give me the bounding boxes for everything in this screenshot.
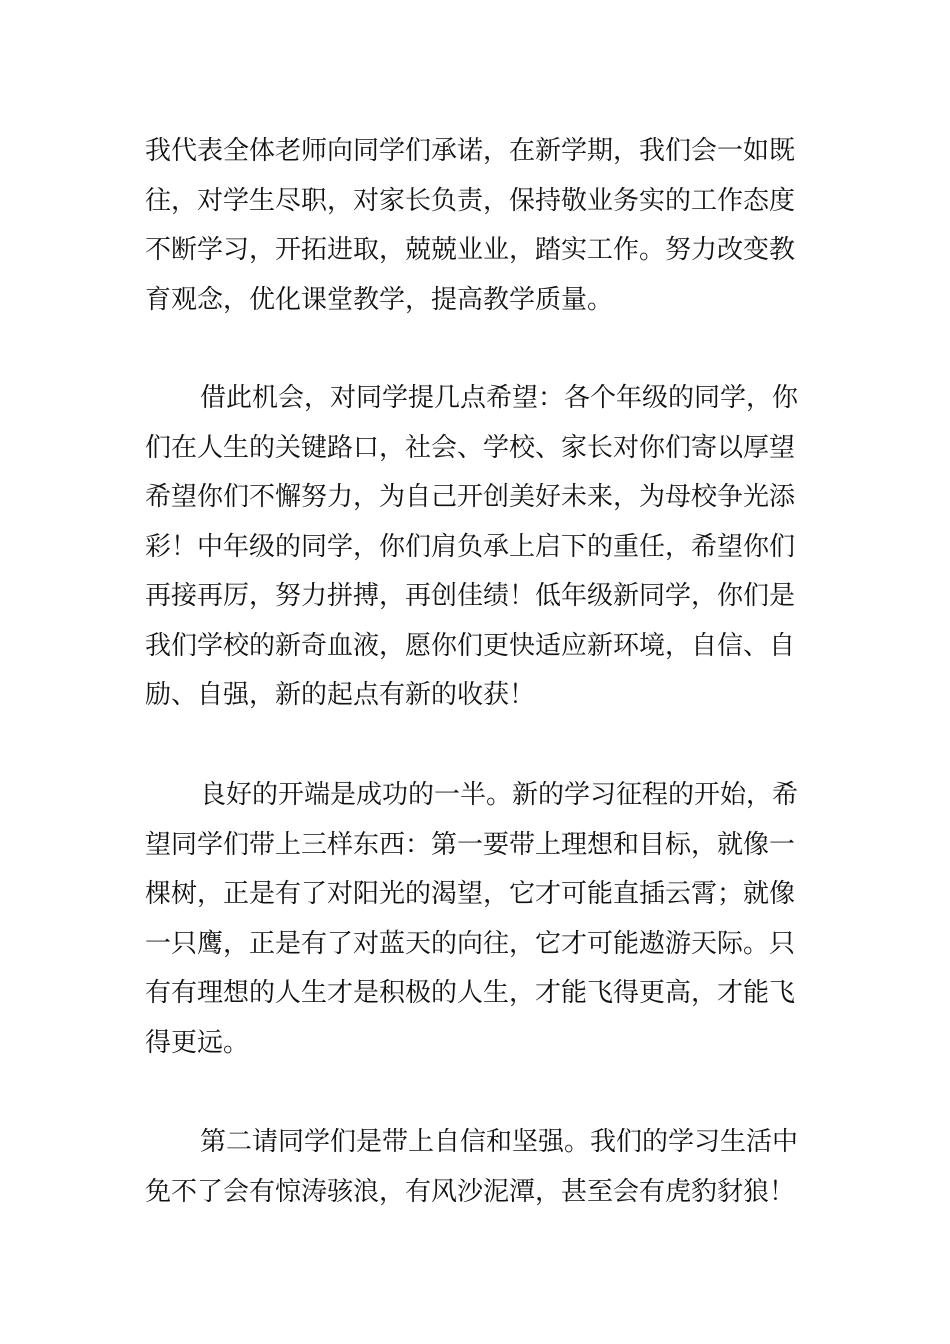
text-line: 借此机会，对同学提几点希望：各个年级的同学，你	[200, 383, 799, 413]
text-line: 励、自强，新的起点有新的收获！	[145, 680, 536, 710]
text-line: 我代表全体老师向同学们承诺，在新学期，我们会一如既	[145, 136, 796, 166]
text-line: 免不了会有惊涛骇浪，有风沙泥潭，甚至会有虎豹豺狼！	[145, 1176, 796, 1207]
text-line: 们在人生的关键路口，社会、学校、家长对你们寄以厚望	[145, 432, 796, 463]
paragraph-confidence-strength	[145, 1118, 810, 1217]
text-line: 往，对学生尽职，对家长负责，保持敬业务实的工作态度	[145, 185, 796, 216]
text-line: 育观念，优化课堂教学，提高教学质量。	[145, 284, 614, 315]
text-line: 望同学们带上三样东西：第一要带上理想和目标，就像一	[145, 829, 796, 860]
text-line: 第二请同学们是带上自信和坚强。我们的学习生活中	[200, 1127, 799, 1157]
text-line: 彩！中年级的同学，你们肩负承上启下的重任，希望你们	[145, 531, 796, 562]
text-line: 一只鹰，正是有了对蓝天的向往，它才可能遨游天际。只	[145, 928, 796, 959]
text-line: 我们学校的新奇血液，愿你们更快适应新环境，自信、自	[145, 630, 796, 661]
paragraph-good-beginning	[145, 771, 810, 1068]
text-line: 不断学习，开拓进取，兢兢业业，踏实工作。努力改变教	[145, 235, 796, 265]
paragraph-hopes-for-students	[145, 374, 810, 721]
paragraph-teacher-promise	[145, 127, 810, 325]
text-line: 棵树，正是有了对阳光的渴望，它才可能直插云霄；就像	[145, 879, 796, 909]
text-line: 得更远。	[145, 1027, 250, 1058]
text-line: 希望你们不懈努力，为自己开创美好未来，为母校争光添	[145, 482, 796, 512]
text-line: 良好的开端是成功的一半。新的学习征程的开始，希	[200, 780, 799, 810]
text-line: 再接再厉，努力拼搏，再创佳绩！低年级新同学，你们是	[145, 581, 796, 611]
text-line: 有有理想的人生才是积极的人生，才能飞得更高，才能飞	[145, 978, 796, 1008]
